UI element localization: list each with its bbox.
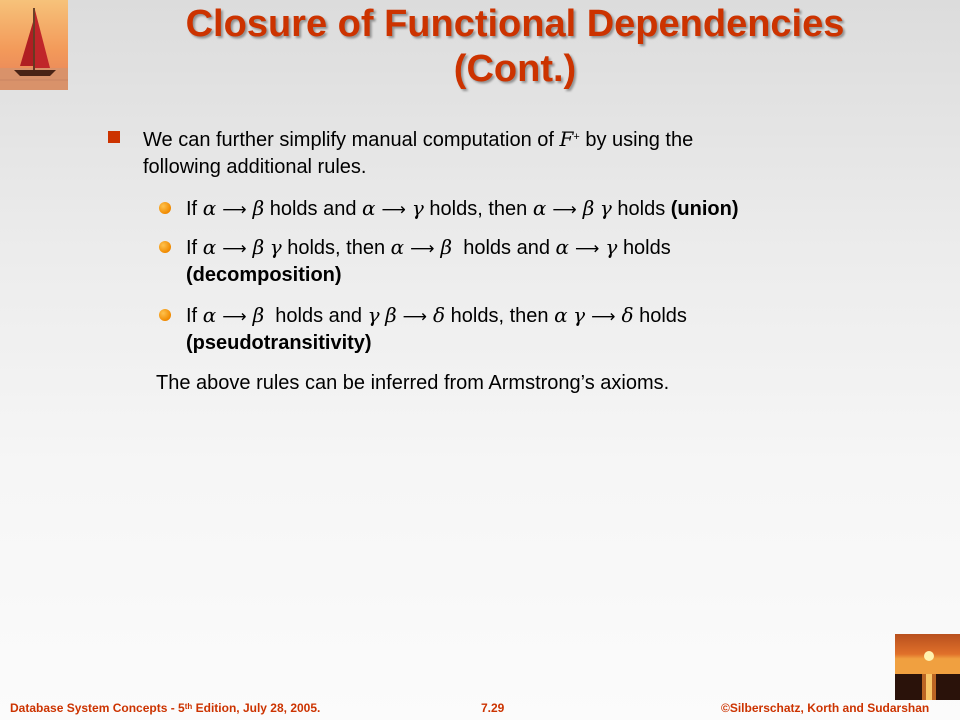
intro-line-2: following additional rules. [143,156,367,178]
text-span: ⟶ [222,200,247,220]
text-span: th [184,702,193,711]
text-span: holds [622,237,671,259]
text-span: ⟶ [410,239,435,259]
text-span: β [252,303,265,327]
text-span: γ [411,196,424,220]
text-span: ⟶ [222,307,247,327]
text-span: + [573,131,580,143]
footer-left [10,700,320,716]
text-span: ⟶ [381,200,406,220]
rule-pseudotransitivity-name: (pseudotransitivity) [186,332,372,354]
text-span: α [362,196,376,220]
text-span: holds [639,305,687,327]
text-span: by using the [579,129,694,151]
text-span: β [252,235,265,259]
text-span: γ [573,303,586,327]
round-bullet-icon [159,202,171,214]
text-span: holds, then [429,198,528,220]
round-bullet-icon [159,241,171,253]
text-span: If [186,237,198,259]
text-span: β [385,303,397,327]
text-span: Database System Concepts - 5 [10,701,185,715]
title-line-1: Closure of Functional Dependencies [185,3,845,45]
rule-decomposition-name: (decomposition) [186,264,342,286]
text-span: δ [433,303,446,327]
text-span: holds and [275,305,363,327]
text-span: α [554,303,568,327]
text-span: ⟶ [575,239,600,259]
conclusion-text: The above rules can be inferred from Armstrong’s axioms. [156,372,670,394]
text-span: α [202,235,217,259]
text-span: β [252,196,265,220]
text-span: holds [617,198,666,220]
text-span: γ [599,196,612,220]
text-span: If [186,305,198,327]
footer-copyright: ©Silberschatz, Korth and Sudarshan [721,701,930,715]
footer-page-number: 7.29 [481,701,505,715]
text-span: If [186,198,198,220]
square-bullet-icon [108,131,120,143]
text-span: F [559,127,574,151]
text-span: γ [269,235,282,259]
text-span: γ [367,303,380,327]
text-span: ⟶ [222,239,247,259]
text-span: holds, then [450,305,549,327]
text-span: Edition, July 28, 2005. [192,701,321,715]
text-span: We can further simplify manual computation of [143,129,560,151]
title-line-2: (Cont.) [453,48,577,90]
round-bullet-icon [159,309,171,321]
text-span: α [202,196,217,220]
text-span: (union) [670,198,739,220]
text-span: holds and [463,237,550,259]
text-span: ⟶ [591,307,616,327]
text-span: ⟶ [552,200,577,220]
text-span: β [582,196,595,220]
text-span: α [555,235,570,259]
text-span: γ [605,235,618,259]
text-span: holds and [269,198,357,220]
text-span: α [390,235,405,259]
intro-line-1 [143,127,693,152]
text-span: ⟶ [402,307,428,327]
text-span: holds, then [287,237,386,259]
rule-union [186,196,739,222]
text-span: α [532,196,547,220]
text-span: β [440,235,453,259]
rule-pseudotransitivity [186,303,687,329]
text-span: δ [621,303,634,327]
text-span: α [202,303,217,327]
sunset-logo [895,634,960,700]
rule-decomposition [186,235,671,261]
